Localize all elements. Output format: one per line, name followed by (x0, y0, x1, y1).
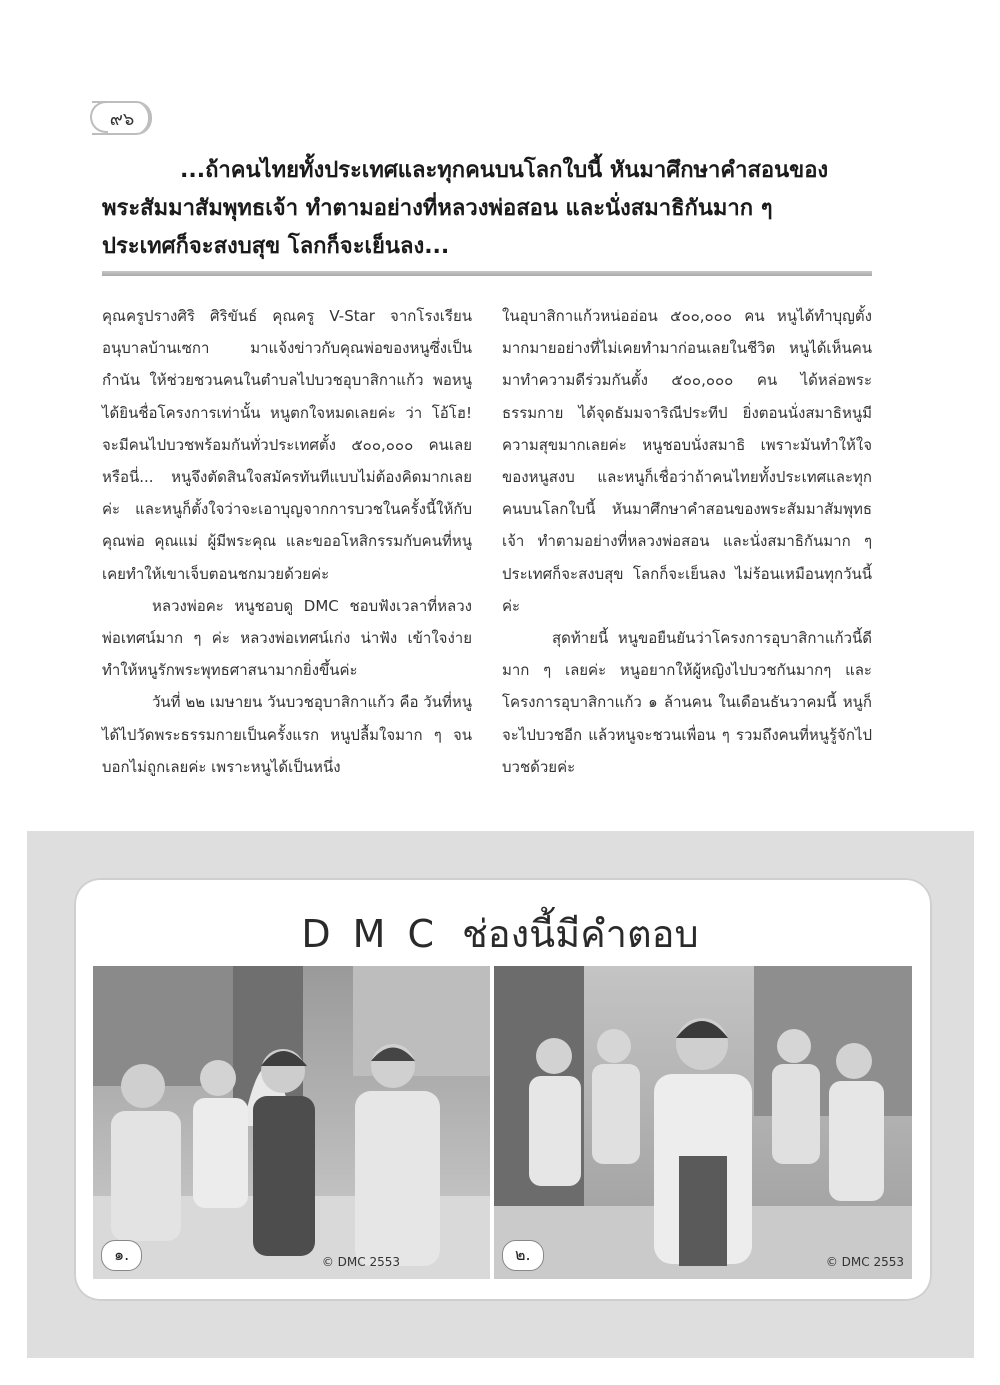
paragraph: คุณครูปรางศิริ ศิริขันธ์ คุณครู V-Star จากโรงเรียนอนุบาลบ้านเซกา มาแจ้งข่าวกับคุณพ่อของหนูซึ่งเป็นกำนัน ให้ช่วยชวนคนในตำบลไปบวชอุบาสิกาแก้ว พอหนูได้ยินชื่อโครงการเท่านั้น หนูตกใจหมดเลยค่ะ ว่า โอ้โฮ! จะมีคนไปบวชพร้อมกันทั่วประเทศตั้ง ๕๐๐,๐๐๐ คนเลยหรือนี่... หนูจึงตัดสินใจสมัครทันทีแบบไม่ต้องคิดมากเลยค่ะ และหนูก็ตั้งใจว่าจะเอาบุญจากการบวชในครั้งนี้ให้กับคุณพ่อ คุณแม่ ผู้มีพระคุณ และขออโหสิกรรมกับคนที่หนูเคยทำให้เขาเจ็บตอนชกมวยด้วยค่ะ (102, 307, 472, 583)
photo-2-logo: © DMC 2553 (825, 1255, 904, 1269)
divider (102, 271, 872, 276)
dmc-card-title (0, 903, 1000, 964)
page-number: ๙๖ (92, 101, 152, 135)
pull-quote-line: พระสัมมาสัมพุทธเจ้า ทำตามอย่างที่หลวงพ่อสอน และนั่งสมาธิกันมาก ๆ (102, 196, 773, 221)
dmc-title-text: ช่องนี้มีคำตอบ (462, 912, 699, 956)
right-column (502, 300, 872, 783)
photo-1-logo: © DMC 2553 (321, 1255, 400, 1269)
paragraph: วันที่ ๒๒ เมษายน วันบวชอุบาสิกาแก้ว คือ วันที่หนูได้ไปวัดพระธรรมกายเป็นครั้งแรก หนูปลื้มใจมาก ๆ จนบอกไม่ถูกเลยค่ะ เพราะหนูได้เป็นหนึ่ง (102, 693, 472, 776)
dmc-title-brand: DMC (301, 912, 456, 956)
paragraph: หลวงพ่อคะ หนูชอบดู DMC ชอบฟังเวลาที่หลวงพ่อเทศน์มาก ๆ ค่ะ หลวงพ่อเทศน์เก่ง น่าฟัง เข้าใจง่าย ทำให้หนูรักพระพุทธศาสนามากยิ่งขึ้นค่ะ (102, 596, 472, 680)
paragraph: สุดท้ายนี้ หนูขอยืนยันว่าโครงการอุบาสิกาแก้วนี้ดีมาก ๆ เลยค่ะ หนูอยากให้ผู้หญิงไปบวชกันมากๆ และโครงการอุบาสิกาแก้ว ๑ ล้านคน ในเดือนธันวาคมนี้ หนูก็จะไปบวชอีก แล้วหนูจะชวนเพื่อน ๆ รวมถึงคนที่หนูรู้จักไปบวชด้วยค่ะ (502, 629, 872, 776)
left-column (102, 300, 472, 783)
photo-2-illustration (494, 966, 912, 1279)
photo-1-illustration (93, 966, 490, 1279)
photo-1 (93, 966, 490, 1279)
pull-quote-line: ประเทศก็จะสงบสุข โลกก็จะเย็นลง... (102, 234, 450, 259)
photo-2 (494, 966, 912, 1279)
photo-2-badge: ๒. (502, 1240, 544, 1271)
photo-1-badge: ๑. (101, 1240, 142, 1271)
paragraph: ในอุบาสิกาแก้วหน่ออ่อน ๕๐๐,๐๐๐ คน หนูได้ทำบุญตั้งมากมายอย่างที่ไม่เคยทำมาก่อนเลยในชีวิต หนูได้เห็นคนมาทำความดีร่วมกันตั้ง ๕๐๐,๐๐๐ คน ได้หล่อพระธรรมกาย ได้จุดธัมมจาริณีประทีป ยิ่งตอนนั่งสมาธิหนูมีความสุขมากเลยค่ะ หนูชอบนั่งสมาธิ เพราะมันทำให้ใจของหนูสงบ และหนูก็เชื่อว่าถ้าคนไทยทั้งประเทศและทุกคนบนโลกใบนี้ หันมาศึกษาคำสอนของพระสัมมาสัมพุทธเจ้า ทำตามอย่างที่หลวงพ่อสอน และนั่งสมาธิกันมาก ๆ ประเทศก็จะสงบสุข โลกก็จะเย็นลง ไม่ร้อนเหมือนทุกวันนี้ค่ะ (502, 307, 872, 615)
pull-quote (102, 152, 872, 266)
pull-quote-line: ...ถ้าคนไทยทั้งประเทศและทุกคนบนโลกใบนี้ หันมาศึกษาคำสอนของ (180, 158, 829, 183)
